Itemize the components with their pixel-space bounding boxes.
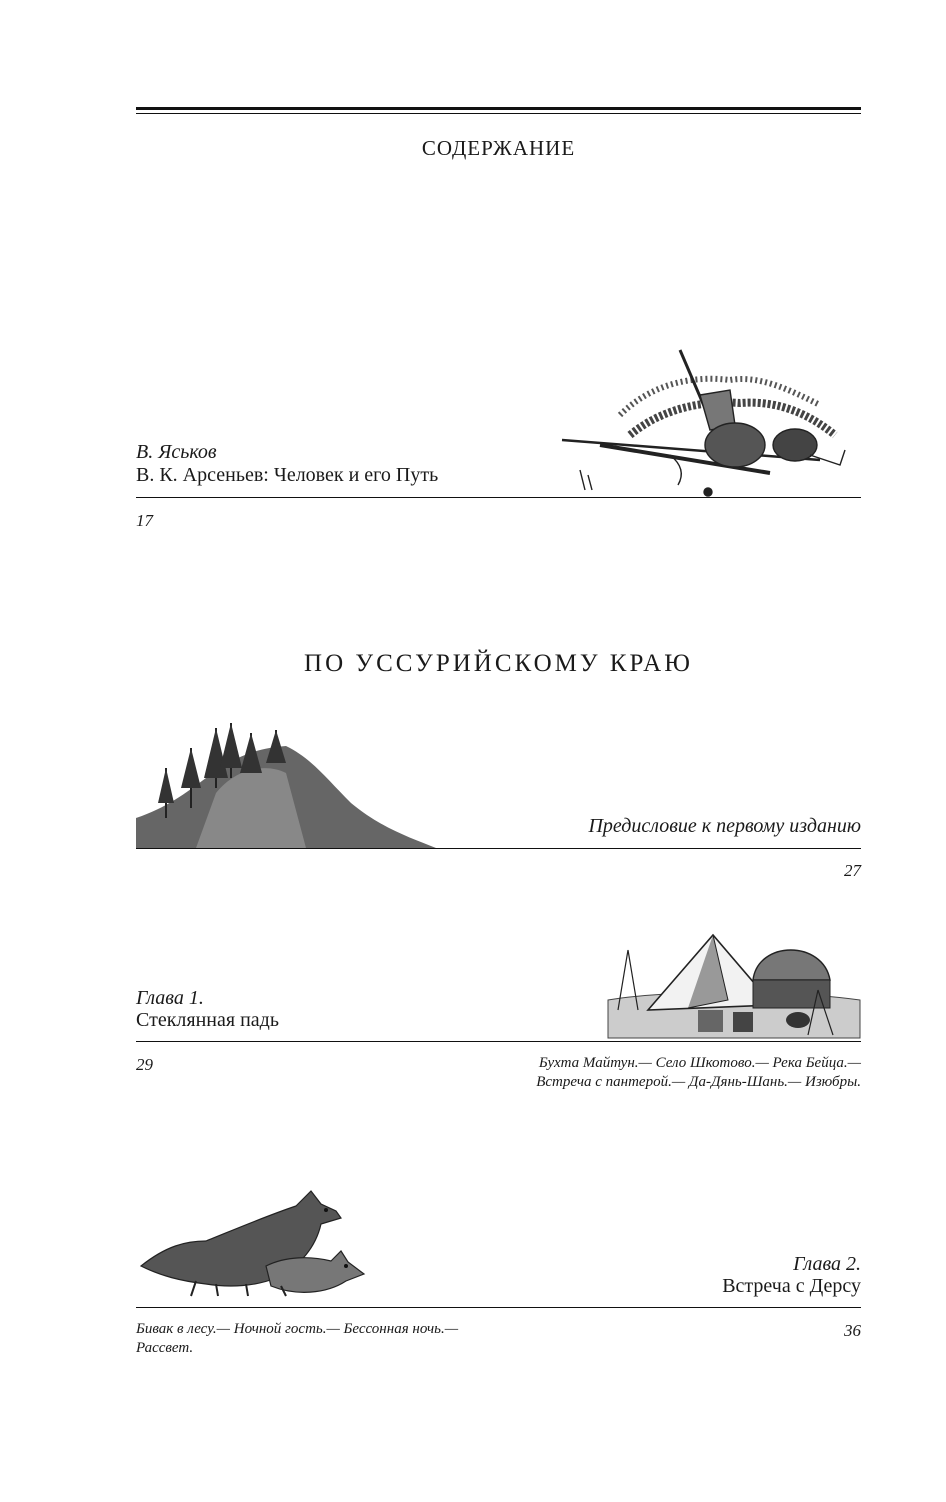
page-title: СОДЕРЖАНИЕ — [421, 136, 576, 160]
top-rule-thick — [136, 107, 861, 110]
entry-1-title[interactable]: В. К. Арсеньев: Человек и его Путь — [136, 464, 439, 486]
tent-camp-icon — [608, 930, 860, 1038]
entry-4-page-number[interactable]: 36 — [844, 1321, 861, 1340]
entry-4-summary-line-2: Рассвет. — [136, 1340, 194, 1356]
entry-3-rule — [136, 1041, 861, 1042]
entry-3-summary-line-2: Встреча с пантерой.— Да-Дянь-Шань.— Изюбры. — [536, 1074, 861, 1090]
entry-3-chapter-label: Глава 1. — [136, 987, 204, 1009]
entry-1-author: В. Яськов — [136, 441, 217, 463]
entry-3-page-number[interactable]: 29 — [136, 1055, 153, 1074]
entry-2-rule — [136, 848, 861, 849]
entry-4-title[interactable]: Встреча с Дерсу — [722, 1275, 861, 1297]
entry-3-title[interactable]: Стеклянная падь — [136, 1009, 279, 1031]
foxes-icon — [136, 1186, 366, 1298]
entry-1-rule — [136, 497, 861, 498]
weapons-still-life-icon — [560, 345, 860, 497]
entry-4-rule — [136, 1307, 861, 1308]
forest-cliff-landscape-icon — [136, 718, 436, 848]
entry-1-page-number[interactable]: 17 — [136, 511, 153, 530]
entry-2-title[interactable]: Предисловие к первому изданию — [588, 815, 861, 837]
entry-3-summary-line-1: Бухта Майтун.— Село Шкотово.— Река Бейца.— — [538, 1055, 861, 1071]
entry-4-summary-line-1: Бивак в лесу.— Ночной гость.— Бессонная ночь.— — [136, 1321, 459, 1337]
top-rule-thin — [136, 113, 861, 114]
entry-4-chapter-label: Глава 2. — [793, 1253, 861, 1275]
entry-2-page-number[interactable]: 27 — [844, 861, 861, 880]
section-title: ПО УССУРИЙСКОМУ КРАЮ — [304, 650, 693, 677]
